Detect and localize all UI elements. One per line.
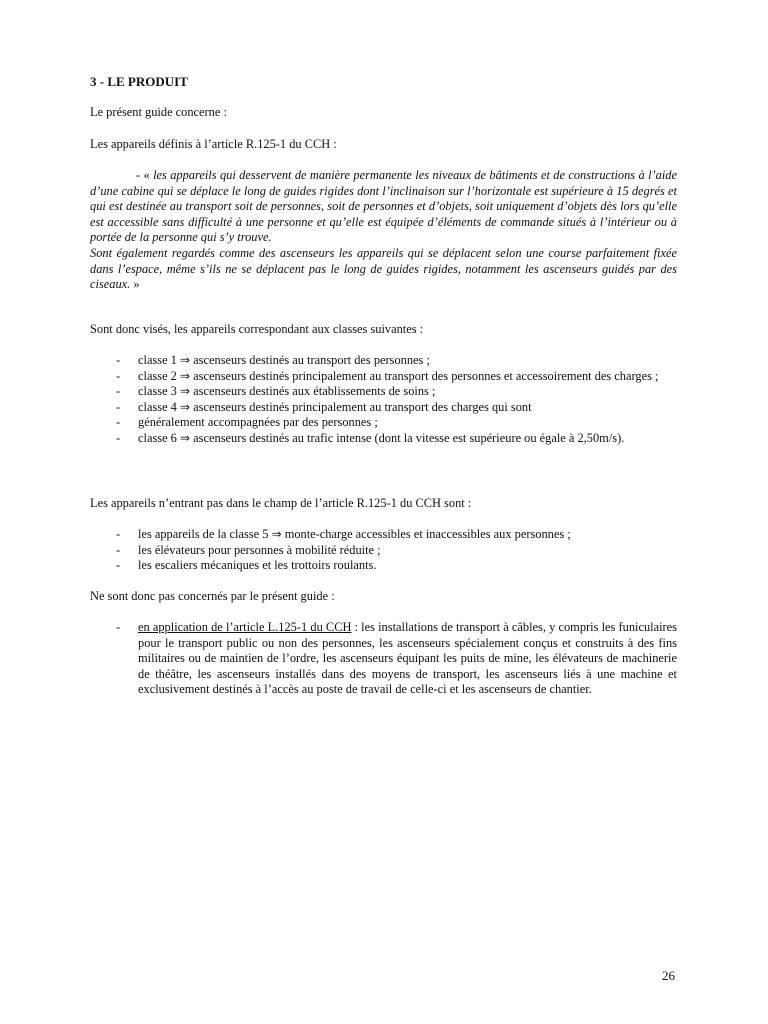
- class-text: ascenseurs destinés au trafic intense (dont la vitesse est supérieure ou égale à 2,50m/s).: [193, 430, 625, 445]
- excluded-item-escalators: - les escaliers mécaniques et les trottoirs roulants.: [90, 558, 677, 574]
- quote-paragraph-1: [90, 168, 677, 246]
- not-concerned-item: [90, 620, 677, 698]
- section-title: 3 - LE PRODUIT: [90, 74, 188, 89]
- list-item-class-2: [90, 369, 677, 385]
- arrow-icon: ⇒: [180, 384, 191, 399]
- arrow-icon: ⇒: [180, 430, 191, 445]
- quote-paragraph-2: [90, 246, 677, 293]
- page-number: 26: [662, 968, 675, 983]
- class-text: généralement accompagnées par des personnes ;: [138, 415, 378, 430]
- classes-list: [90, 353, 677, 447]
- class-label: classe 1: [138, 353, 177, 367]
- intro-text: Le présent guide concerne :: [90, 105, 227, 119]
- list-item-class-4: [90, 400, 677, 416]
- list-item-class-1: [90, 353, 677, 369]
- arrow-icon: ⇒: [180, 353, 191, 367]
- class-label: classe 6: [138, 430, 177, 445]
- class-text: ascenseurs destinés aux établissements de soins ;: [193, 384, 436, 399]
- quote-text-2: Sont également regardés comme des ascenseurs les appareils qui se déplacent selon une course parfaitement fixée dans l’espace, même s’ils ne se déplacent pas le long de guides rigides, notamment les ascenseurs guidés par des ciseaux.: [90, 245, 677, 292]
- list-item-class-4-continued: [90, 415, 677, 431]
- class-label: classe 2: [138, 368, 177, 383]
- not-concerned-heading: Ne sont donc pas concernés par le présent guide :: [90, 589, 335, 603]
- excluded-item-class-5: [90, 527, 677, 543]
- class-text: ascenseurs destinés principalement au transport des personnes et accessoirement des charges ;: [193, 368, 659, 383]
- classes-heading: Sont donc visés, les appareils correspondant aux classes suivantes :: [90, 322, 424, 336]
- arrow-icon: ⇒: [180, 399, 191, 414]
- excluded-text: les appareils de la classe 5: [138, 527, 269, 541]
- class-label: classe 3: [138, 384, 177, 399]
- not-concerned-text: : les installations de transport à câbles, y compris les funiculaires pour le transport public ou non des personnes, les ascenseurs spécialement conçus et construits à des fins militaires ou de maintien de l’ordre, les ascenseurs équipant les puits de mine, les élévateurs de machinerie de théâtre, les ascenseurs installés dans des moyens de transport, les ascenseurs liés à une machine et exclusivement destinés à l’accès au poste de travail de celle-ci et les ascenseurs de chantier.: [138, 620, 677, 697]
- excluded-text: monte-charge accessibles et inaccessibles aux personnes ;: [284, 527, 571, 541]
- not-concerned-list: [90, 620, 677, 698]
- list-item-class-6: [90, 431, 677, 447]
- excluded-list: [90, 527, 677, 574]
- quote-close-mark: »: [130, 277, 140, 292]
- quote-text-1: les appareils qui desservent de manière permanente les niveaux de bâtiments et de constructions à l’aide d’une cabine qui se déplace le long de guides rigides dont l’inclinaison sur l’horizontale est supérieure à 15 degrés et qui est destinée au transport soit de personnes, soit de personnes et d’objets, soit uniquement d’objets dès lors qu’elle est accessible sans difficulté à une personne et qu’elle est équipée d’éléments de commande situés à l’intérieur ou à portée de la personne qui s’y trouve.: [90, 168, 677, 245]
- document-page: [90, 0, 677, 1024]
- list-item-class-3: [90, 384, 677, 400]
- article-reference: en application de l’article L.125-1 du CCH: [138, 620, 352, 634]
- class-text: ascenseurs destinés principalement au transport des charges qui sont: [193, 399, 532, 414]
- arrow-icon: ⇒: [180, 368, 191, 383]
- class-label: classe 4: [138, 399, 177, 414]
- legal-quote: [90, 168, 677, 293]
- excluded-heading: Les appareils n’entrant pas dans le champ de l’article R.125-1 du CCH sont :: [90, 496, 472, 510]
- class-text: ascenseurs destinés au transport des personnes ;: [193, 353, 430, 367]
- arrow-icon: ⇒: [271, 527, 282, 541]
- excluded-item-elevators: - les élévateurs pour personnes à mobilité réduite ;: [90, 543, 677, 559]
- defined-heading: Les appareils définis à l’article R.125-1 du CCH :: [90, 137, 337, 151]
- quote-open-mark: - «: [136, 168, 154, 182]
